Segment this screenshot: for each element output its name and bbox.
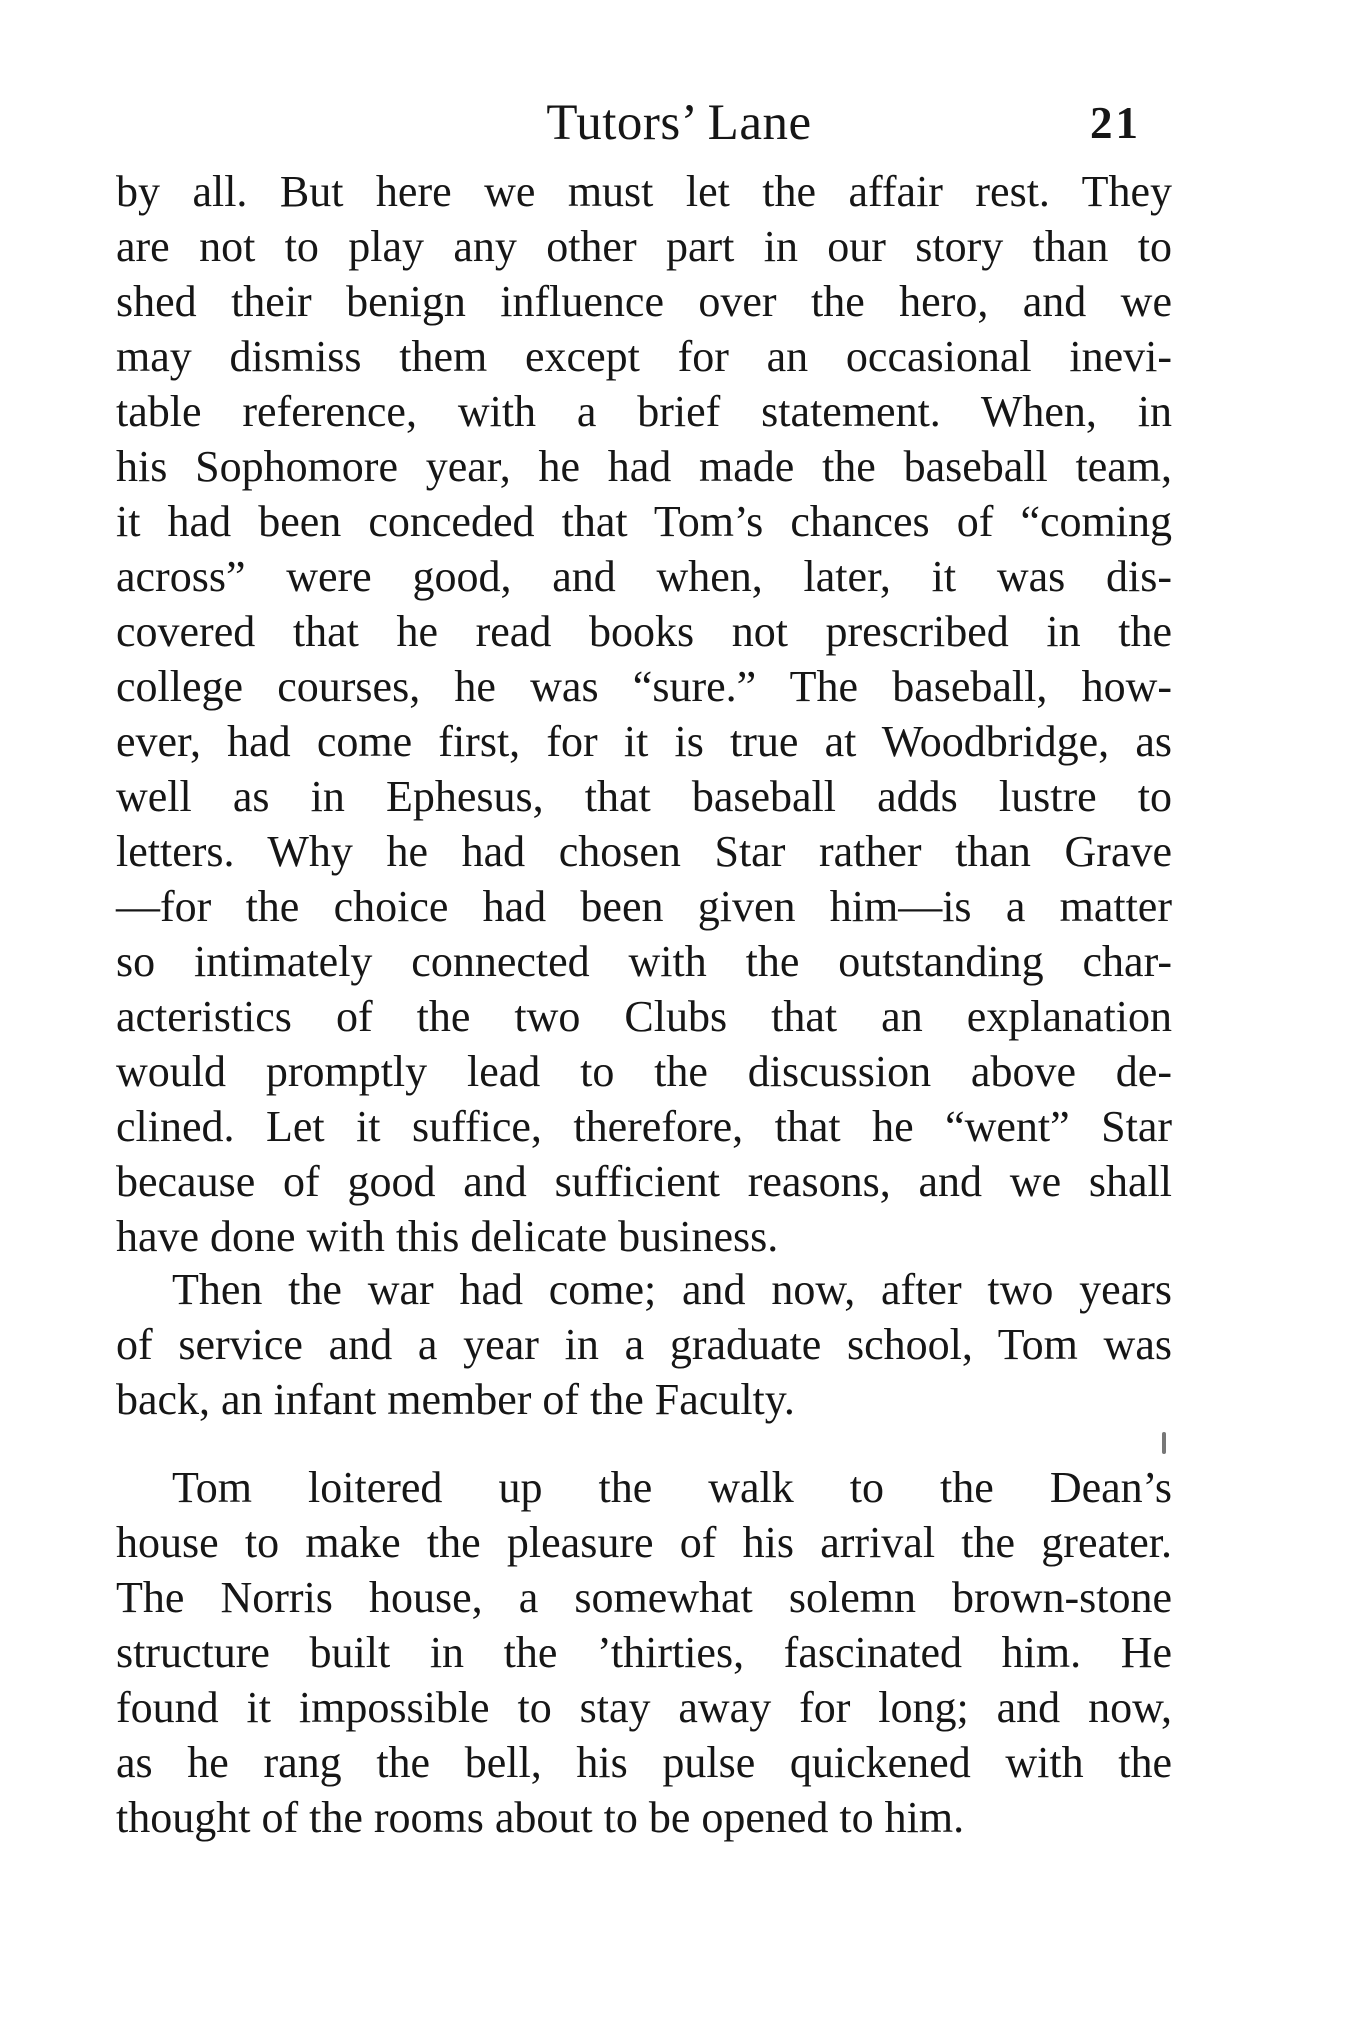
text-line: as he rang the bell, his pulse quickened with the [116, 1738, 1172, 1787]
page-number: 21 [1090, 98, 1141, 148]
text-line: acteristics of the two Clubs that an explanation [116, 992, 1172, 1041]
paragraph-continued [116, 164, 1172, 1264]
section-break-mark [1162, 1432, 1166, 1454]
text-line: house to make the pleasure of his arrival the greater. [116, 1518, 1172, 1567]
text-line: his Sophomore year, he had made the baseball team, [116, 442, 1172, 491]
text-line: letters. Why he had chosen Star rather than Grave [116, 827, 1172, 876]
text-line: have done with this delicate business. [116, 1212, 779, 1261]
paragraph [116, 1262, 1172, 1427]
text-line: it had been conceded that Tom’s chances of “coming [116, 497, 1172, 546]
text-line: found it impossible to stay away for long; and now, [116, 1683, 1172, 1732]
text-line: college courses, he was “sure.” The baseball, how- [116, 662, 1172, 711]
text-line: because of good and sufficient reasons, and we shall [116, 1157, 1172, 1206]
text-line: would promptly lead to the discussion above de- [116, 1047, 1172, 1096]
text-line: —for the choice had been given him—is a matter [116, 882, 1172, 931]
text-line: clined. Let it suffice, therefore, that he “went” Star [116, 1102, 1172, 1151]
paragraph [116, 1460, 1172, 1845]
text-line: of service and a year in a graduate school, Tom was [116, 1320, 1172, 1369]
text-line: The Norris house, a somewhat solemn brown-stone [116, 1573, 1172, 1622]
text-line: may dismiss them except for an occasional inevi- [116, 332, 1172, 381]
text-line: Then the war had come; and now, after two years [172, 1265, 1172, 1314]
running-title: Tutors’ Lane [546, 95, 812, 151]
text-line: Tom loitered up the walk to the Dean’s [172, 1463, 1172, 1512]
text-line: shed their benign influence over the hero, and we [116, 277, 1172, 326]
text-line: thought of the rooms about to be opened to him. [116, 1793, 965, 1842]
text-line: structure built in the ’thirties, fascinated him. He [116, 1628, 1172, 1677]
text-line: well as in Ephesus, that baseball adds lustre to [116, 772, 1172, 821]
text-line: table reference, with a brief statement. When, in [116, 387, 1172, 436]
running-head [0, 88, 1358, 158]
text-line: are not to play any other part in our story than to [116, 222, 1172, 271]
text-line: by all. But here we must let the affair rest. They [116, 167, 1172, 216]
text-line: so intimately connected with the outstanding char- [116, 937, 1172, 986]
text-line: ever, had come first, for it is true at Woodbridge, as [116, 717, 1172, 766]
text-line: across” were good, and when, later, it was dis- [116, 552, 1172, 601]
text-line: covered that he read books not prescribed in the [116, 607, 1172, 656]
text-line: back, an infant member of the Faculty. [116, 1375, 795, 1424]
